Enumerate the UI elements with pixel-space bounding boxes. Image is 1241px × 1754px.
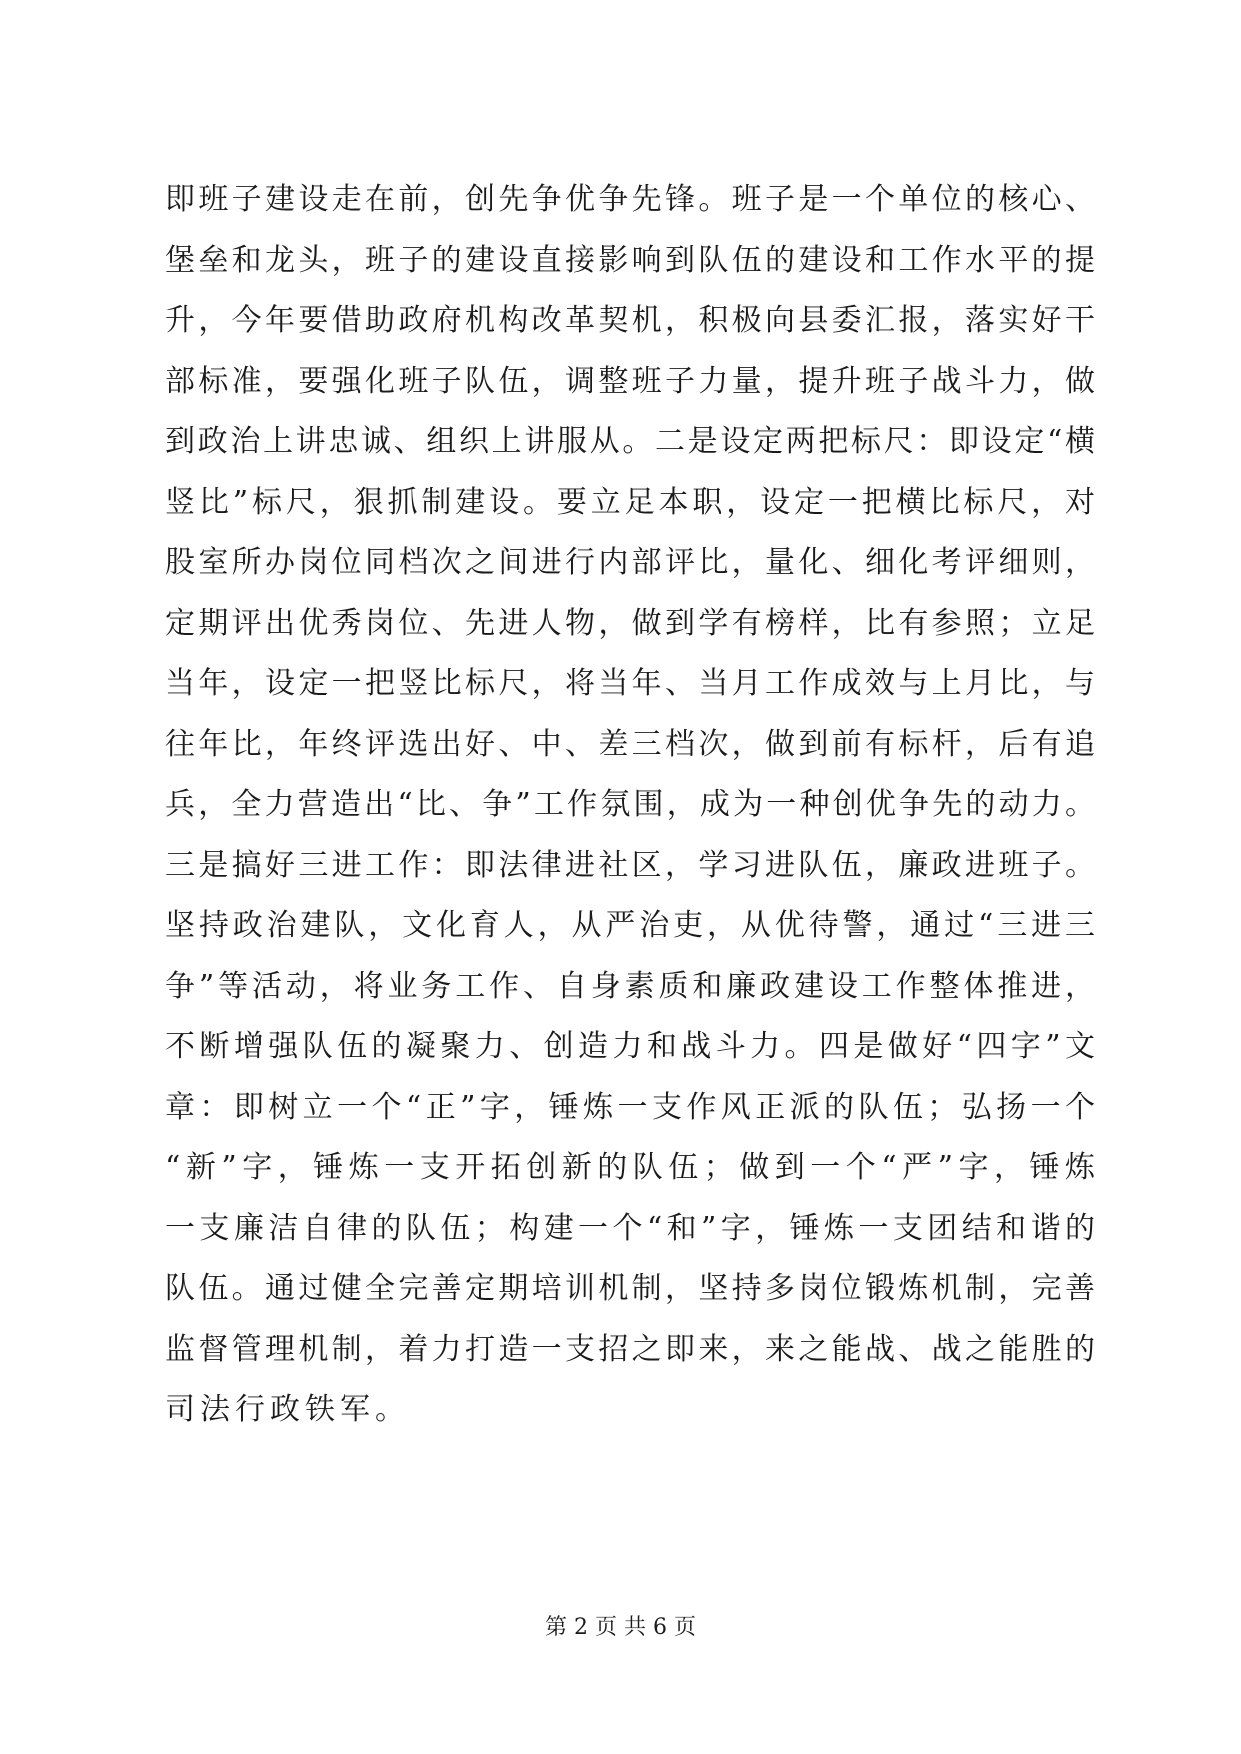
text-line: 章：即树立一个“正”字，锤炼一支作风正派的队伍；弘扬一个	[165, 1089, 1095, 1125]
text-line: 堡垒和龙头，班子的建设直接影响到队伍的建设和工作水平的提	[165, 242, 1095, 278]
text-line: 到政治上讲忠诚、组织上讲服从。二是设定两把标尺：即设定“横	[165, 424, 1095, 459]
text-line: 队伍。通过健全完善定期培训机制，坚持多岗位锻炼机制，完善	[165, 1271, 1095, 1306]
text-line: 股室所办岗位同档次之间进行内部评比，量化、细化考评细则，	[165, 545, 1095, 580]
text-line: 竖比”标尺，狠抓制建设。要立足本职，设定一把横比标尺，对	[165, 484, 1095, 520]
text-line: 往年比，年终评选出好、中、差三档次，做到前有标杆，后有追	[165, 726, 1095, 762]
text-line: 坚持政治建队，文化育人，从严治吏，从优待警，通过“三进三	[165, 908, 1095, 943]
text-line: “新”字，锤炼一支开拓创新的队伍；做到一个“严”字，锤炼	[165, 1150, 1095, 1185]
body-paragraph	[165, 170, 1095, 1441]
text-line: 三是搞好三进工作：即法律进社区，学习进队伍，廉政进班子。	[165, 847, 1095, 883]
text-line: 部标准，要强化班子队伍，调整班子力量，提升班子战斗力，做	[165, 363, 1095, 399]
text-line: 司法行政铁军。	[165, 1392, 410, 1427]
text-line: 即班子建设走在前，创先争优争先锋。班子是一个单位的核心、	[165, 182, 1095, 217]
text-line: 监督管理机制，着力打造一支招之即来，来之能战、战之能胜的	[165, 1331, 1095, 1367]
text-line: 争”等活动，将业务工作、自身素质和廉政建设工作整体推进，	[165, 968, 1095, 1004]
text-line: 兵，全力营造出“比、争”工作氛围，成为一种创优争先的动力。	[165, 787, 1095, 822]
text-line: 定期评出优秀岗位、先进人物，做到学有榜样，比有参照；立足	[165, 605, 1095, 641]
text-line: 升，今年要借助政府机构改革契机，积极向县委汇报，落实好干	[165, 303, 1095, 338]
text-line: 不断增强队伍的凝聚力、创造力和战斗力。四是做好“四字”文	[165, 1029, 1095, 1064]
page-number-footer: 第 2 页 共 6 页	[545, 1615, 696, 1640]
text-line: 一支廉洁自律的队伍；构建一个“和”字，锤炼一支团结和谐的	[165, 1210, 1095, 1246]
text-line: 当年，设定一把竖比标尺，将当年、当月工作成效与上月比，与	[165, 666, 1095, 701]
